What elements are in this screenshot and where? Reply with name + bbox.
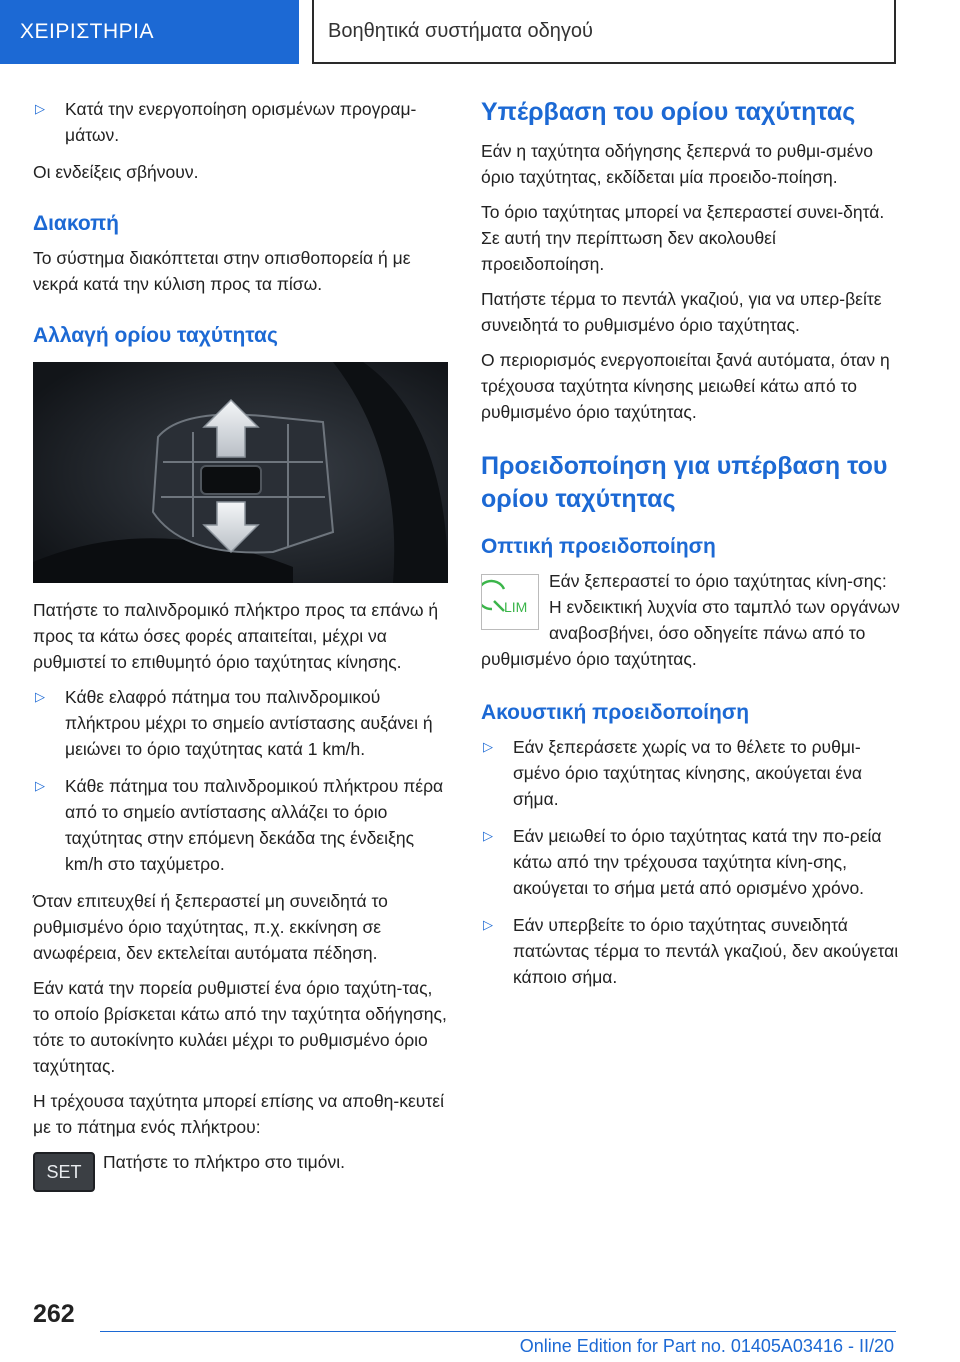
paragraph: Πατήστε τέρμα το πεντάλ γκαζιού, για να υπερ-βείτε συνειδητά το ρυθμισμένο όριο ταχύτητας. xyxy=(481,289,882,335)
paragraph: Πατήστε το παλινδρομικό πλήκτρο προς τα επάνω ή προς τα κάτω όσες φορές απαιτείται, μέχρι να ρυθμιστεί το επιθυμητό όριο ταχύτητας κίνησης. xyxy=(33,600,439,672)
set-button-icon: SET xyxy=(33,1152,95,1192)
paragraph: Εάν ξεπεραστεί το όριο ταχύτητας κίνη-σης: Η ενδεικτική λυχνία στο ταμπλό των οργάνων αναβοσβήνει, όσο οδηγείτε πάνω από το ρυθμισμένο όριο ταχύτητας. xyxy=(481,571,900,669)
section-heading-interrupt: Διακοπή xyxy=(33,212,119,235)
bullet-triangle-icon: ▷ xyxy=(35,101,45,116)
paragraph: Το σύστημα διακόπτεται στην οπισθοπορεία ή με νεκρά κατά την κύλιση προς τα πίσω. xyxy=(33,248,411,294)
bullet-triangle-icon: ▷ xyxy=(483,739,493,754)
steering-wheel-buttons-illustration xyxy=(33,362,448,583)
list-item: ▷ Κατά την ενεργοποίηση ορισμένων προγραμ-μάτων. xyxy=(33,96,448,148)
list-item: ▷ Κάθε πάτημα του παλινδρομικού πλήκτρου πέρα από το σημείο αντίστασης αλλάζει το όριο ταχύτητας στην επόμενη δεκάδα της ένδειξης km/h στο ταχύμετρο. xyxy=(33,773,448,877)
paragraph: Εάν κατά την πορεία ρυθμιστεί ένα όριο ταχύτη-τας, το οποίο βρίσκεται κάτω από την ταχύτητα οδήγησης, τότε το αυτοκίνητο κυλάει μέχρι το ρυθμισμένο όριο ταχύτητας. xyxy=(33,978,447,1076)
paragraph: Οι ενδείξεις σβήνουν. xyxy=(33,162,199,182)
list-item: ▷ Εάν μειωθεί το όριο ταχύτητας κατά την πο-ρεία κάτω από την τρέχουσα ταχύτητα κίνη-σης, ακούγεται το σήμα μετά από ορισμένο χρόνο. xyxy=(481,823,901,901)
paragraph: Το όριο ταχύτητας μπορεί να ξεπεραστεί συνει-δητά. Σε αυτή την περίπτωση δεν ακολουθεί προειδοποίηση. xyxy=(481,202,885,274)
left-column xyxy=(33,96,448,1244)
set-instruction xyxy=(33,1149,448,1244)
header-chapter-title: Βοηθητικά συστήματα οδηγού xyxy=(312,0,896,64)
subheading-visual-warning: Οπτική προειδοποίηση xyxy=(481,535,716,558)
list-item: ▷ Εάν υπερβείτε το όριο ταχύτητας συνειδητά πατώντας τέρμα το πεντάλ γκαζιού, δεν ακούγεται κάποιο σήμα. xyxy=(481,912,901,990)
list-item: ▷ Εάν ξεπεράσετε χωρίς να το θέλετε το ρυθμι-σμένο όριο ταχύτητας κίνησης, ακούγεται ένα σήμα. xyxy=(481,734,901,812)
header-section-tab: ΧΕΙΡΙΣΤΗΡΙΑ xyxy=(0,0,299,64)
paragraph: Πατήστε το πλήκτρο στο τιμόνι. xyxy=(103,1152,345,1172)
bullet-triangle-icon: ▷ xyxy=(483,828,493,843)
bullet-triangle-icon: ▷ xyxy=(483,917,493,932)
steering-wheel-rocker-switch-photo xyxy=(33,362,448,583)
right-column xyxy=(481,96,901,1001)
page-number: 262 xyxy=(33,1300,75,1328)
footer-divider xyxy=(100,1331,896,1332)
section-heading-change-limit: Αλλαγή ορίου ταχύτητας xyxy=(33,324,278,347)
subheading-acoustic-warning: Ακουστική προειδοποίηση xyxy=(481,701,750,724)
paragraph: Όταν επιτευχθεί ή ξεπεραστεί μη συνειδητά το ρυθμισμένο όριο ταχύτητας, π.χ. εκκίνηση σε ανωφέρεια, δεν εκτελείται αυτόματα πέδηση. xyxy=(33,891,388,963)
paragraph: Εάν η ταχύτητα οδήγησης ξεπερνά το ρυθμι-σμένο όριο ταχύτητας, εκδίδεται μία προειδο-ποίηση. xyxy=(481,141,874,187)
bullet-triangle-icon: ▷ xyxy=(35,778,45,793)
paragraph: Η τρέχουσα ταχύτητα μπορεί επίσης να αποθη-κευτεί με το πάτημα ενός πλήκτρου: xyxy=(33,1091,444,1137)
visual-warning-block xyxy=(481,568,901,681)
section-heading-exceed: Υπέρβαση του ορίου ταχύτητας xyxy=(481,98,856,126)
footer-edition: Online Edition for Part no. 01405A03416 - II/20 xyxy=(519,1336,894,1356)
bullet-triangle-icon: ▷ xyxy=(35,689,45,704)
paragraph: Ο περιορισμός ενεργοποιείται ξανά αυτόματα, όταν η τρέχουσα ταχύτητα κίνησης μειωθεί κάτω από το ρυθμισμένο όριο ταχύτητας. xyxy=(481,350,890,422)
list-item: ▷ Κάθε ελαφρό πάτημα του παλινδρομικού πλήκτρου μέχρι το σημείο αντίστασης αυξάνει ή μειώνει το όριο ταχύτητας κατά 1 km/h. xyxy=(33,684,448,762)
lim-indicator-icon: LIM xyxy=(481,574,539,630)
section-heading-warning: Προειδοποίηση για υπέρβαση του ορίου ταχύτητας xyxy=(481,452,888,513)
